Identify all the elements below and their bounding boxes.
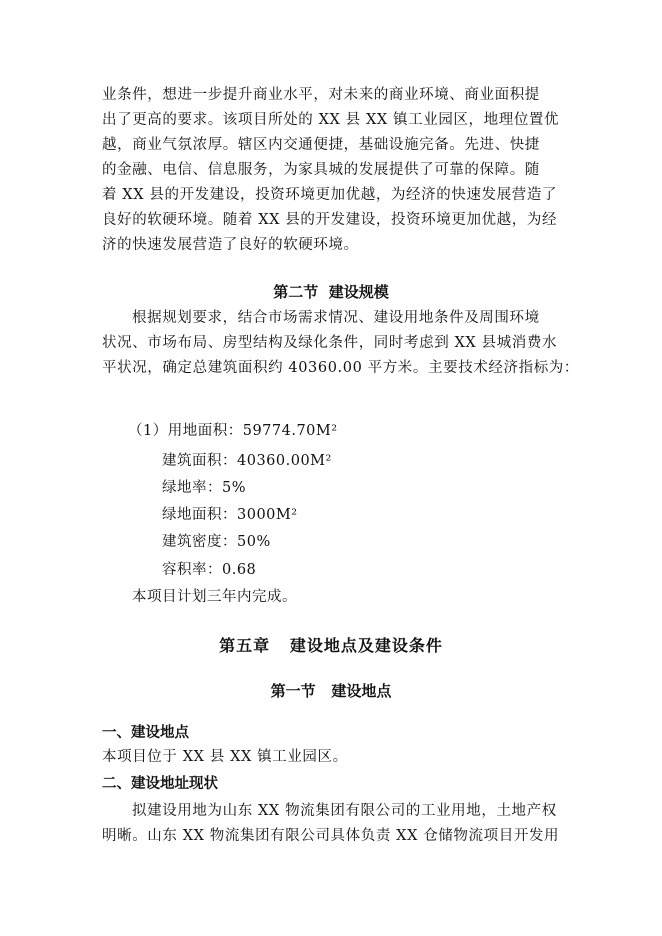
text-line: 的金融、电信、信息服务，为家具城的发展提供了可靠的保障。随 [102, 162, 540, 178]
indicator-land-area: （1）用地面积：59774.70M² [128, 423, 338, 439]
text-line: 状况、市场布局、房型结构及绿化条件，同时考虑到 XX 县城消费水 [102, 335, 558, 351]
section-title-location: 第一节 建设地点 [270, 682, 392, 700]
indicator-green-area: 绿地面积：3000M² [162, 507, 298, 523]
indicator-plot-ratio: 容积率：0.68 [162, 562, 257, 578]
indicator-green-rate: 绿地率：5% [162, 480, 247, 496]
text-line: 出了更高的要求。该项目所处的 XX 县 XX 镇工业园区，地理位置优 [102, 112, 560, 128]
subheading-location: 一、建设地点 [102, 724, 189, 741]
text-line: 根据规划要求，结合市场需求情况、建设用地条件及周围环境 [132, 310, 540, 326]
text-line: 济的快速发展营造了良好的软硬环境。 [102, 237, 359, 253]
subheading-site-status: 二、建设地址现状 [102, 775, 218, 792]
intro-paragraph [102, 83, 572, 258]
text-line: 业条件，想进一步提升商业水平，对未来的商业环境、商业面积提 [102, 87, 540, 103]
text-line: 着 XX 县的开发建设，投资环境更加优越，为经济的快速发展营造了 [102, 187, 558, 203]
indicator-building-density: 建筑密度：50% [162, 534, 271, 550]
text-line: 越，商业气氛浓厚。辖区内交通便捷，基础设施完备。先进、快捷 [102, 137, 540, 153]
location-paragraph [102, 745, 572, 770]
text-line: 良好的软硬环境。随着 XX 县的开发建设，投资环境更加优越，为经 [102, 212, 558, 228]
text-line: 平状况，确定总建筑面积约 40360.00 平方米。主要技术经济指标为： [102, 360, 580, 376]
site-status-paragraph [102, 799, 572, 849]
text-line: 拟建设用地为山东 XX 物流集团有限公司的工业用地，土地产权 [132, 803, 557, 819]
indicator-building-area: 建筑面积：40360.00M² [162, 453, 332, 469]
section-title-scale: 第二节 建设规模 [273, 283, 389, 301]
text-line: 明晰。山东 XX 物流集团有限公司具体负责 XX 仓储物流项目开发用 [102, 828, 560, 844]
scale-paragraph [102, 306, 580, 381]
completion-note: 本项目计划三年内完成。 [132, 589, 297, 605]
chapter-title: 第五章 建设地点及建设条件 [219, 636, 443, 655]
text-line: 本项目位于 XX 县 XX 镇工业园区。 [102, 749, 348, 765]
